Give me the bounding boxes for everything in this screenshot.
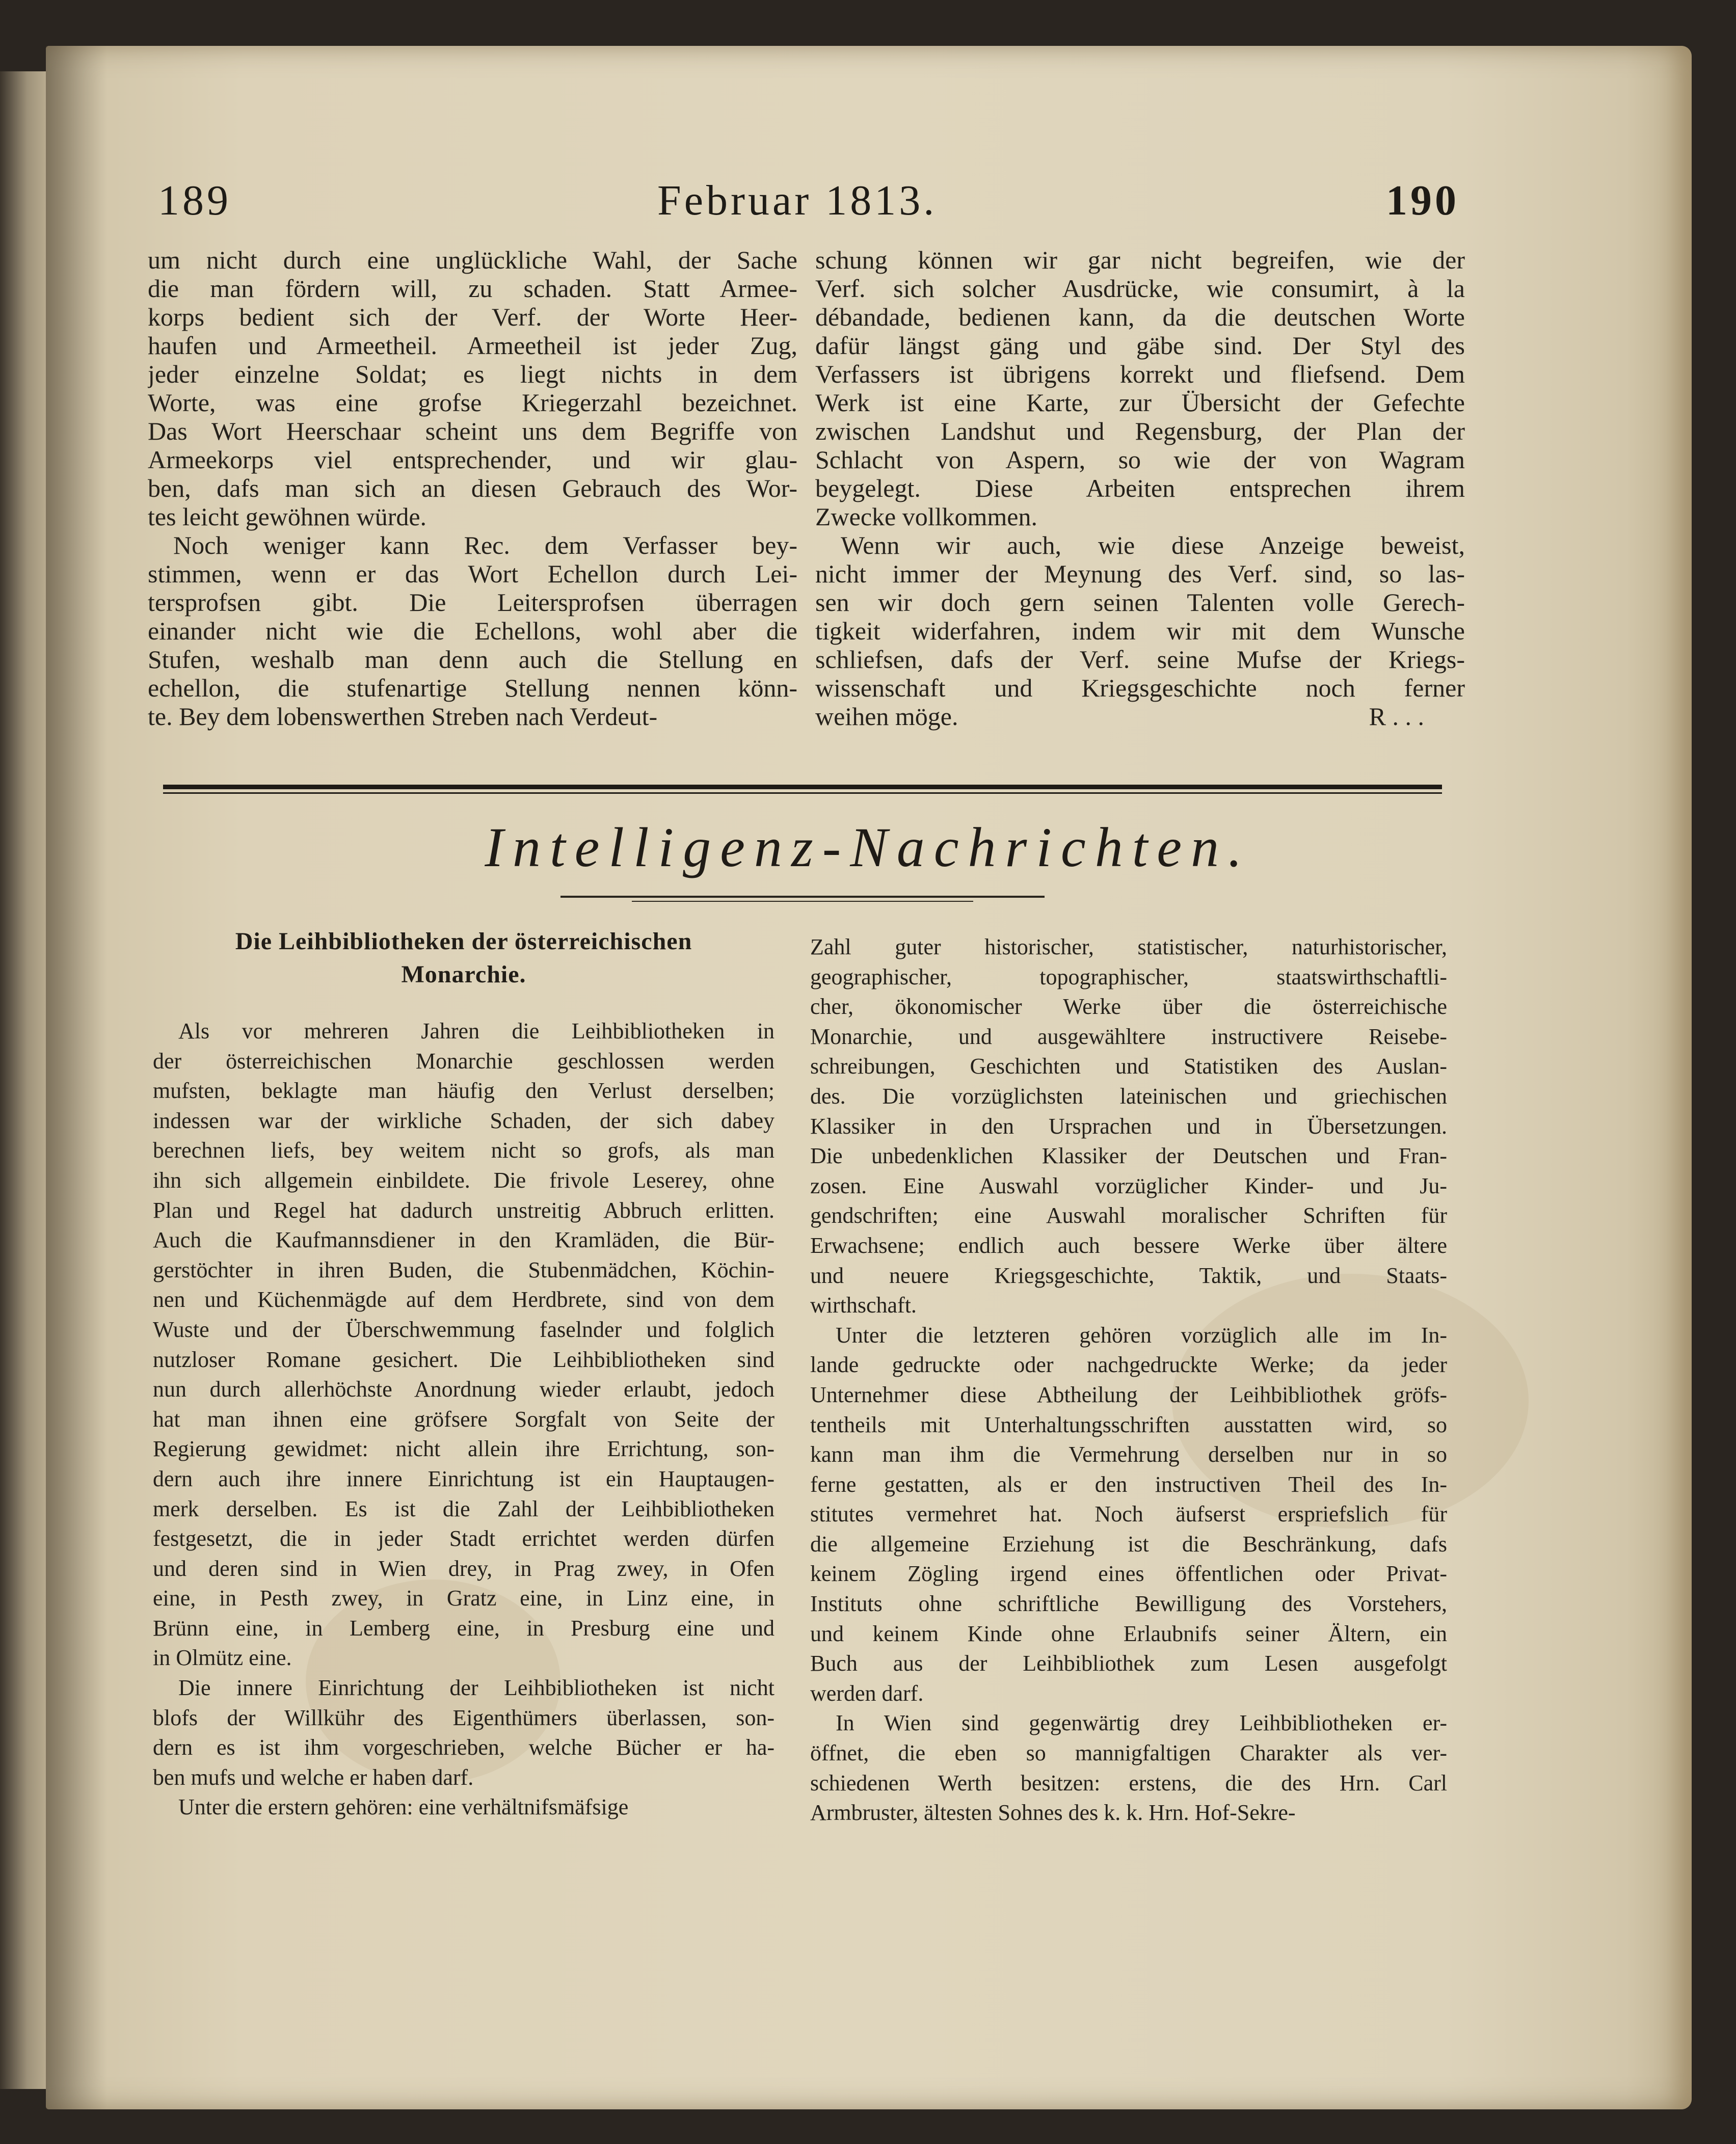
text-line: und neuere Kriegsgeschichte, Taktik, und Staats- xyxy=(810,1263,1447,1288)
text-line: Armbruster, ältesten Sohnes des k. k. Hrn. Hof-Sekre- xyxy=(810,1800,1296,1826)
text-line: cher, ökonomischer Werke über die österreichische xyxy=(810,994,1447,1020)
text-line: haufen und Armeetheil. Armeetheil ist jeder Zug, xyxy=(148,331,797,360)
text-line: eine, in Pesth zwey, in Gratz eine, in Linz eine, in xyxy=(153,1586,774,1611)
text-line: nicht immer der Meynung des Verf. sind, so las- xyxy=(815,559,1465,588)
text-line: Wuste und der Überschwemmung faselnder und folglich xyxy=(153,1317,774,1342)
text-line: berechnen liefs, bey weitem nicht so grofs, als man xyxy=(153,1138,774,1163)
text-line: zwischen Landshut und Regensburg, der Plan der xyxy=(815,417,1465,445)
text-line: der österreichischen Monarchie geschlossen werden xyxy=(153,1048,774,1074)
text-line: te. Bey dem lobenswerthen Streben nach Verdeut- xyxy=(148,702,658,731)
text-line: ferne gestatten, als er den instructiven Theil des In- xyxy=(810,1471,1447,1497)
text-line: lande gedruckte oder nachgedruckte Werke; da jeder xyxy=(810,1352,1447,1378)
text-line: R . . . xyxy=(1369,702,1424,731)
text-line: Das Wort Heerschaar scheint uns dem Begriffe von xyxy=(148,417,797,445)
section-title: Intelligenz-Nachrichten. xyxy=(485,816,1251,878)
title-underline-short xyxy=(632,901,973,902)
text-line: Stufen, weshalb man denn auch die Stellung en xyxy=(148,645,797,674)
text-line: Zahl guter historischer, statistischer, naturhistorischer, xyxy=(810,934,1447,959)
text-line: sen wir doch gern seinen Talenten volle Gerech- xyxy=(815,588,1465,617)
text-line: jeder einzelne Soldat; es liegt nichts in dem xyxy=(148,360,797,388)
text-line: die allgemeine Erziehung ist die Beschränkung, dafs xyxy=(810,1531,1447,1557)
text-line: in Olmütz eine. xyxy=(153,1645,292,1671)
text-line: gendschriften; eine Auswahl moralischer Schriften für xyxy=(810,1203,1447,1228)
text-line: Noch weniger kann Rec. dem Verfasser bey- xyxy=(173,531,797,559)
text-line: nutzloser Romane gesichert. Die Leihbibliotheken sind xyxy=(153,1347,774,1372)
title-underline xyxy=(560,896,1045,898)
text-line: Armeekorps viel entsprechender, und wir glau- xyxy=(148,445,797,474)
text-line: Klassiker in den Ursprachen und in Übersetzungen. xyxy=(810,1113,1447,1139)
text-line: Instituts ohne schriftliche Bewilligung des Vorstehers, xyxy=(810,1591,1447,1617)
text-line: um nicht durch eine unglückliche Wahl, der Sache xyxy=(148,246,797,274)
review-column-left xyxy=(148,246,797,731)
text-line: Regierung gewidmet: nicht allein ihre Errichtung, son- xyxy=(153,1436,774,1462)
text-line: schreibungen, Geschichten und Statistiken des Auslan- xyxy=(810,1054,1447,1079)
text-line: beygelegt. Diese Arbeiten entsprechen ihrem xyxy=(815,474,1465,502)
text-line: hat man ihnen eine gröfsere Sorgfalt von Seite der xyxy=(153,1406,774,1432)
text-line: dafür längst gäng und gäbe sind. Der Styl des xyxy=(815,331,1465,360)
text-line: Brünn eine, in Lemberg eine, in Presburg eine und xyxy=(153,1615,774,1641)
text-line: des. Die vorzüglichsten lateinischen und griechischen xyxy=(810,1083,1447,1109)
text-line: gerstöchter in ihren Buden, die Stubenmädchen, Köchin- xyxy=(153,1257,774,1282)
page-number-left: 189 xyxy=(158,177,231,224)
text-line: merk derselben. Es ist die Zahl der Leihbibliotheken xyxy=(153,1496,774,1521)
text-line: Wenn wir auch, wie diese Anzeige beweist, xyxy=(841,531,1465,559)
text-line: ben mufs und welche er haben darf. xyxy=(153,1764,474,1790)
text-line: tersprofsen gibt. Die Leitersprofsen überragen xyxy=(148,588,797,617)
text-line: tes leicht gewöhnen würde. xyxy=(148,502,427,531)
text-line: Erwachsene; endlich auch bessere Werke über ältere xyxy=(810,1232,1447,1258)
text-line: Unternehmer diese Abtheilung der Leihbibliothek gröfs- xyxy=(810,1382,1447,1407)
text-line: werden darf. xyxy=(810,1680,924,1706)
text-line: Plan und Regel hat dadurch unstreitig Abbruch erlitten. xyxy=(153,1197,774,1223)
text-line: ben, dafs man sich an diesen Gebrauch des Wor- xyxy=(148,474,797,502)
text-line: keinem Zögling irgend eines öffentlichen oder Privat- xyxy=(810,1561,1447,1587)
text-line: stitutes vermehret hat. Noch äufserst erspriefslich für xyxy=(810,1502,1447,1527)
text-line: Unter die erstern gehören: eine verhältnifsmäfsige xyxy=(178,1794,629,1820)
text-line: geographischer, topographischer, staatswirthschaftli- xyxy=(810,964,1447,989)
text-line: wirthschaft. xyxy=(810,1293,917,1318)
text-line: festgesetzt, die in jeder Stadt errichtet werden dürfen xyxy=(153,1526,774,1551)
text-line: dern auch ihre innere Einrichtung ist ein Hauptaugen- xyxy=(153,1466,774,1491)
text-line: Als vor mehreren Jahren die Leihbibliotheken in xyxy=(178,1019,774,1043)
text-line: mufsten, beklagte man häufig den Verlust derselben; xyxy=(153,1078,774,1104)
text-line: Zwecke vollkommen. xyxy=(815,502,1037,531)
text-line: Buch aus der Leihbibliothek zum Lesen ausgefolgt xyxy=(810,1651,1447,1676)
text-line: kann man ihm die Vermehrung derselben nur in so xyxy=(810,1442,1447,1467)
text-line: dern es ist ihm vorgeschrieben, welche Bücher er ha- xyxy=(153,1735,774,1760)
text-line: echellon, die stufenartige Stellung nennen könn- xyxy=(148,674,797,702)
text-line: nun durch allerhöchste Anordnung wieder erlaubt, jedoch xyxy=(153,1377,774,1402)
text-line: schung können wir gar nicht begreifen, wie der xyxy=(815,246,1465,274)
text-line: die man fördern will, zu schaden. Statt Armee- xyxy=(148,274,797,303)
text-line: nen und Küchenmägde auf dem Herdbrete, sind von dem xyxy=(153,1287,774,1312)
text-line: korps bedient sich der Verf. der Worte Heer- xyxy=(148,303,797,331)
text-line: Verfassers ist übrigens korrekt und fliefsend. Dem xyxy=(815,360,1465,388)
article-title-line2: Monarchie. xyxy=(401,961,526,988)
text-line: öffnet, die eben so mannigfaltigen Charakter als ver- xyxy=(810,1740,1447,1766)
text-line: débandade, bedienen kann, da die deutschen Worte xyxy=(815,303,1465,331)
text-line: Unter die letzteren gehören vorzüglich alle im In- xyxy=(836,1322,1447,1348)
text-line: weihen möge. xyxy=(815,702,958,731)
facing-page-edge xyxy=(0,71,46,2089)
text-line: Auch die Kaufmannsdiener in den Kramläden, die Bür- xyxy=(153,1227,774,1253)
text-line: zosen. Eine Auswahl vorzüglicher Kinder- und Ju- xyxy=(810,1173,1447,1198)
text-line: Monarchie, und ausgewähltere instructivere Reisebe- xyxy=(810,1024,1447,1049)
review-column-right xyxy=(815,246,1465,731)
text-line: einander nicht wie die Echellons, wohl aber die xyxy=(148,617,797,645)
gutter-shadow xyxy=(46,46,107,2109)
text-line: Verf. sich solcher Ausdrücke, wie consumirt, à la xyxy=(815,274,1465,303)
text-line: Die innere Einrichtung der Leihbibliotheken ist nicht xyxy=(178,1675,774,1701)
text-line: indessen war der wirkliche Schaden, der sich dabey xyxy=(153,1108,774,1133)
article-title-line1: Die Leihbibliotheken der österreichischen xyxy=(235,928,692,955)
text-line: stimmen, wenn er das Wort Echellon durch Lei- xyxy=(148,559,797,588)
text-line: blofs der Willkühr des Eigenthümers überlassen, son- xyxy=(153,1705,774,1730)
text-line: wissenschaft und Kriegsgeschichte noch ferner xyxy=(815,674,1465,702)
text-line: tigkeit widerfahren, indem wir mit dem Wunsche xyxy=(815,617,1465,645)
text-line: tentheils mit Unterhaltungsschriften ausstatten wird, so xyxy=(810,1412,1447,1437)
page-number-right: 190 xyxy=(1386,177,1459,224)
text-line: und keinem Kinde ohne Erlaubnifs seiner Ältern, ein xyxy=(810,1621,1447,1646)
article-column-right xyxy=(810,932,1447,1828)
text-line: schliefsen, dafs der Verf. seine Mufse der Kriegs- xyxy=(815,645,1465,674)
text-line: schiedenen Werth besitzen: erstens, die des Hrn. Carl xyxy=(810,1770,1447,1795)
text-line: Werk ist eine Karte, zur Übersicht der Gefechte xyxy=(815,388,1465,417)
text-line: In Wien sind gegenwärtig drey Leihbibliotheken er- xyxy=(836,1710,1447,1736)
text-line: Die unbedenklichen Klassiker der Deutschen und Fran- xyxy=(810,1143,1447,1169)
running-title: Februar 1813. xyxy=(657,177,938,224)
section-divider-thin xyxy=(163,792,1442,794)
article-column-left xyxy=(153,1016,774,1823)
text-line: und deren sind in Wien drey, in Prag zwey, in Ofen xyxy=(153,1556,774,1581)
section-divider-thick xyxy=(163,785,1442,789)
text-line: Worte, was eine grofse Kriegerzahl bezeichnet. xyxy=(148,388,797,417)
text-line: Schlacht von Aspern, so wie der von Wagram xyxy=(815,445,1465,474)
text-line: ihn sich allgemein einbildete. Die frivole Leserey, ohne xyxy=(153,1167,774,1193)
